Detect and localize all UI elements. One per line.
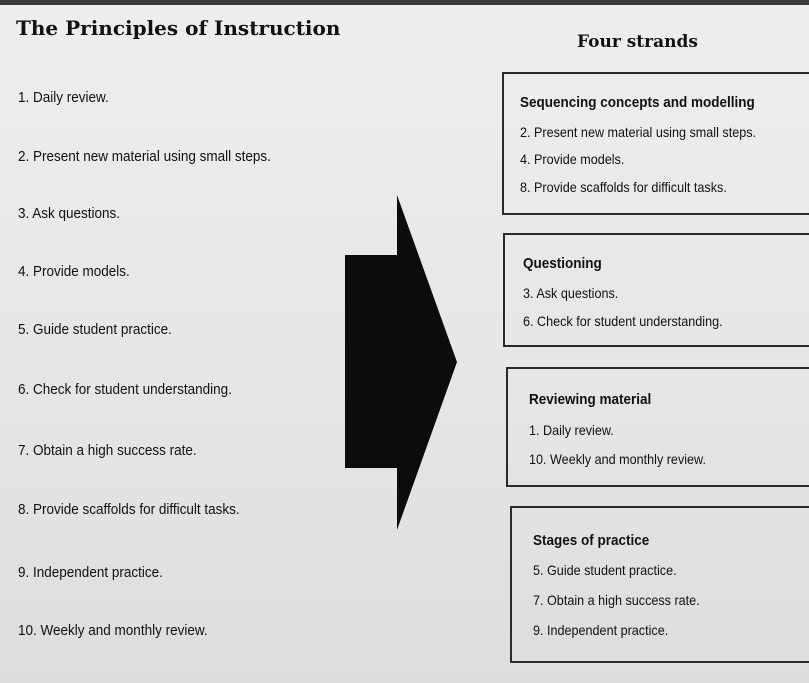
arrow-right-icon — [345, 195, 457, 530]
principle-item: 7. Obtain a high success rate. — [18, 442, 197, 459]
strand-box-questioning — [503, 233, 809, 347]
principle-item: 9. Independent practice. — [18, 564, 163, 581]
strand-item: 4. Provide models. — [520, 151, 625, 167]
strand-heading: Sequencing concepts and modelling — [520, 94, 755, 111]
strand-heading: Stages of practice — [533, 532, 650, 549]
strand-item: 2. Present new material using small steps. — [520, 124, 757, 140]
strand-heading: Questioning — [523, 255, 602, 272]
strand-box-practice — [510, 506, 809, 663]
strand-item: 7. Obtain a high success rate. — [533, 592, 700, 608]
strand-item: 3. Ask questions. — [523, 285, 619, 301]
page-title: The Principles of Instruction — [16, 16, 341, 40]
strand-item: 1. Daily review. — [529, 422, 614, 438]
strands-title: Four strands — [577, 32, 698, 52]
strand-box-sequencing — [502, 72, 809, 215]
strand-heading: Reviewing material — [529, 391, 652, 408]
principle-item: 6. Check for student understanding. — [18, 381, 232, 398]
principle-item: 4. Provide models. — [18, 263, 130, 280]
principle-item: 8. Provide scaffolds for difficult tasks. — [18, 501, 240, 518]
strand-item: 9. Independent practice. — [533, 622, 669, 638]
strand-item: 5. Guide student practice. — [533, 562, 677, 578]
strand-item: 8. Provide scaffolds for difficult tasks. — [520, 179, 727, 195]
strand-item: 6. Check for student understanding. — [523, 313, 723, 329]
page-top-edge — [0, 0, 809, 5]
principle-item: 1. Daily review. — [18, 89, 109, 106]
strand-box-reviewing — [506, 367, 809, 487]
principle-item: 2. Present new material using small steps. — [18, 148, 271, 165]
strand-item: 10. Weekly and monthly review. — [529, 451, 706, 467]
principle-item: 3. Ask questions. — [18, 205, 121, 222]
principle-item: 10. Weekly and monthly review. — [18, 622, 208, 639]
principle-item: 5. Guide student practice. — [18, 321, 172, 338]
